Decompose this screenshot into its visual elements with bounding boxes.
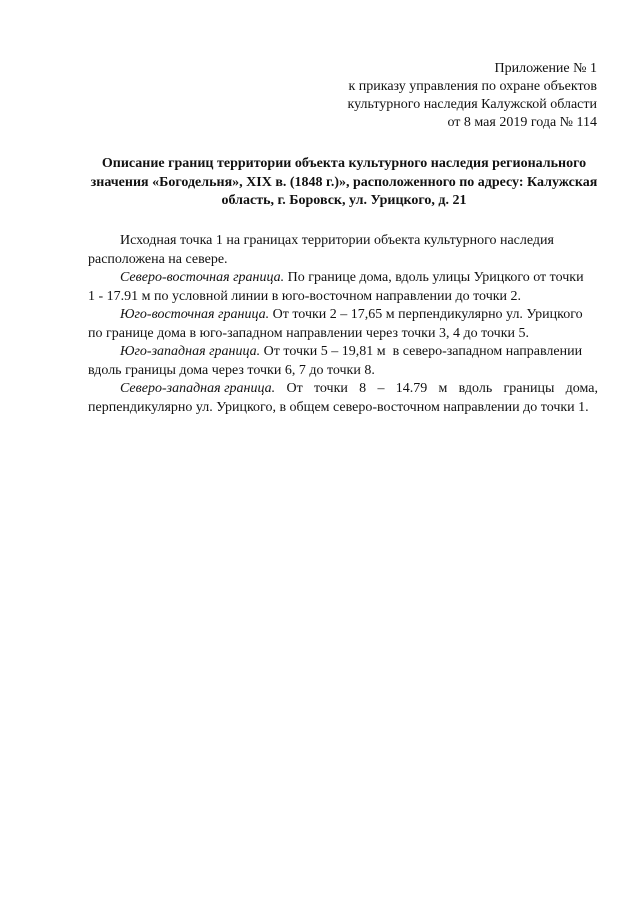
document-title — [84, 155, 604, 211]
paragraph-northeast-border-cont: 1 - 17.91 м по условной линии в юго-восточном направлении до точки 2. — [88, 288, 522, 304]
paragraph-northeast-border — [88, 269, 598, 288]
northwest-border-word: дома, — [565, 381, 598, 396]
title-line-1: Описание границ территории объекта культурного наследия регионального — [101, 156, 587, 171]
paragraph-southwest-border-cont: вдоль границы дома через точки 6, 7 до точки 8. — [88, 362, 375, 378]
paragraph-northwest-border — [88, 380, 598, 399]
document-body — [88, 232, 598, 417]
paragraph-southeast-border — [88, 306, 598, 325]
appendix-authority-line: культурного наследия Калужской области — [347, 97, 597, 112]
southwest-border-label: Юго-западная граница. — [120, 344, 261, 359]
southwest-border-text: От точки 5 – 19,81 м в северо-западном направлении — [260, 344, 583, 359]
northwest-border-word: От — [286, 381, 303, 396]
southeast-border-label: Юго-восточная граница. — [120, 307, 270, 322]
paragraph-start-point: Исходная точка 1 на границах территории объекта культурного наследия — [120, 233, 554, 248]
southeast-border-text: От точки 2 – 17,65 м перпендикулярно ул. Урицкого — [269, 307, 583, 322]
northwest-border-word: границы — [503, 381, 555, 396]
northwest-border-word: точки — [313, 381, 348, 396]
northwest-border-word: вдоль — [458, 381, 493, 396]
northwest-border-label: Северо-западная граница. — [120, 381, 276, 396]
northwest-border-word: 8 — [359, 381, 367, 396]
title-line-2: значения «Богодельня», XIX в. (1848 г.)», расположенного по адресу: Калужская — [90, 174, 598, 190]
paragraph-southwest-border — [88, 343, 598, 362]
northwest-border-word: м — [438, 381, 448, 396]
title-line-3: область, г. Боровск, ул. Урицкого, д. 21 — [221, 193, 467, 208]
northeast-border-label: Северо-восточная граница. — [120, 270, 285, 285]
northeast-border-text: По границе дома, вдоль улицы Урицкого от точки — [284, 270, 584, 285]
paragraph-start-point-cont: расположена на севере. — [88, 251, 228, 267]
appendix-header — [348, 60, 597, 132]
appendix-number: Приложение № 1 — [494, 61, 597, 76]
northwest-border-word: 14.79 — [395, 381, 428, 396]
northwest-border-word: – — [377, 381, 385, 396]
appendix-order-line: к приказу управления по охране объектов — [348, 79, 597, 94]
appendix-date-line: от 8 мая 2019 года № 114 — [447, 115, 597, 130]
paragraph-southeast-border-cont: по границе дома в юго-западном направлении через точки 3, 4 до точки 5. — [88, 325, 530, 341]
paragraph-northwest-border-cont: перпендикулярно ул. Урицкого, в общем северо-восточном направлении до точки 1. — [88, 399, 589, 415]
